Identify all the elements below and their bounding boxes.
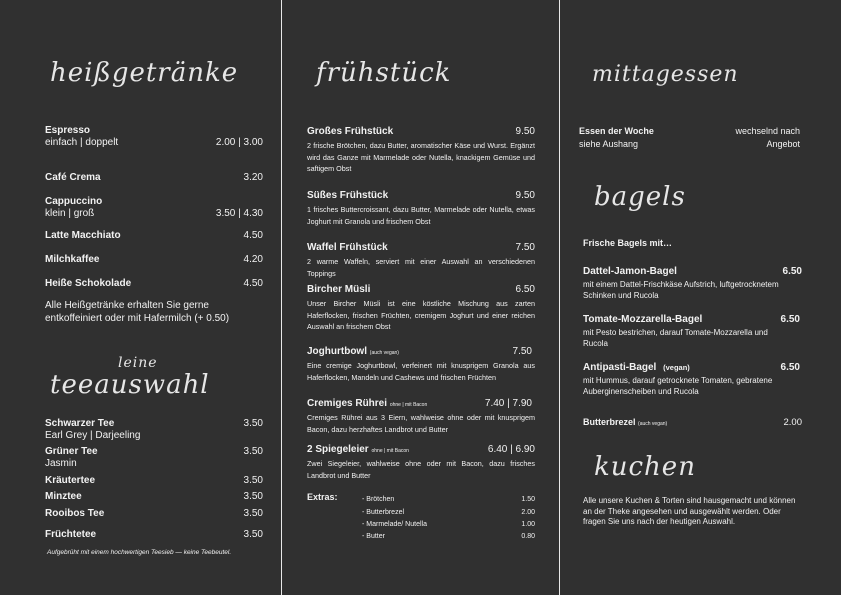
item-name: Antipasti-Bagel bbox=[583, 362, 657, 373]
item-price: 4.50 bbox=[243, 230, 263, 241]
extra-price: 1.50 bbox=[521, 496, 535, 503]
item-name: Großes Frühstück bbox=[307, 126, 394, 137]
item-name: Süßes Frühstück bbox=[307, 190, 389, 201]
extras-label: Extras: bbox=[307, 492, 338, 502]
item-desc: mit Pesto bestrichen, darauf Tomate-Mozzarella und Rucola bbox=[583, 328, 768, 348]
mittag-line2-right: Angebot bbox=[766, 139, 800, 149]
item-price: 3.50 bbox=[243, 508, 263, 519]
item-desc: 2 frische Brötchen, dazu Butter, aromatischer Käse und Wurst. Ergänzt wird das Ganze mit Marmelade oder Nutella, knackigem Gemüse und saftigem Obst bbox=[307, 141, 535, 173]
heading-kuchen: kuchen bbox=[594, 452, 696, 482]
heissgetraenke-note: Alle Heißgetränke erhalten Sie gerne entkoffeiniert oder mit Hafermilch (+ 0.50) bbox=[45, 300, 230, 324]
item-price: 6.40 | 6.90 bbox=[487, 444, 535, 455]
item-name: Latte Macchiato bbox=[45, 230, 121, 241]
heading-mittagessen: mittagessen bbox=[592, 62, 739, 87]
item-price: 3.50 | 4.30 bbox=[215, 208, 263, 219]
item-price: 9.50 bbox=[515, 126, 535, 137]
item-name: Waffel Frühstück bbox=[307, 242, 388, 253]
extra-price: 0.80 bbox=[521, 533, 535, 540]
item-desc: 2 warme Waffeln, serviert mit einer Auswahl an verschiedenen Toppings bbox=[307, 257, 535, 278]
brezel-tag: (auch vegan) bbox=[638, 421, 668, 427]
item-sub: Earl Grey | Darjeeling bbox=[45, 430, 141, 441]
item-price: 4.50 bbox=[243, 278, 263, 289]
item-name: Kräutertee bbox=[45, 475, 96, 486]
item-name: Schwarzer Tee bbox=[45, 418, 115, 429]
item-price: 3.50 bbox=[243, 418, 263, 429]
item-name: Minztee bbox=[45, 491, 82, 502]
item-sub: einfach | doppelt bbox=[45, 137, 119, 148]
extra-price: 2.00 bbox=[521, 509, 535, 516]
item-name: Heiße Schokolade bbox=[45, 278, 132, 289]
extra-price: 1.00 bbox=[521, 521, 535, 528]
mittag-line1-right: wechselnd nach bbox=[735, 126, 800, 136]
brezel-name: Butterbrezel bbox=[583, 417, 636, 427]
mittag-line2-left: siehe Aushang bbox=[579, 139, 639, 149]
heading-teeauswahl: teeauswahl bbox=[50, 370, 210, 400]
item-price: 6.50 bbox=[780, 362, 800, 373]
item-name: 2 Spiegeleier bbox=[307, 444, 369, 455]
brezel-wrap bbox=[583, 417, 667, 427]
item-name-wrap bbox=[307, 444, 409, 455]
heading-tee-small: leine bbox=[118, 355, 158, 371]
item-price: 4.20 bbox=[243, 254, 263, 265]
item-name: Früchtetee bbox=[45, 529, 97, 540]
extra-name: - Butter bbox=[362, 533, 385, 540]
heading-bagels: bagels bbox=[594, 182, 686, 212]
item-sub: Jasmin bbox=[45, 458, 77, 469]
item-tag: (auch vegan) bbox=[369, 350, 399, 356]
item-desc: Zwei Siegeleier, wahlweise ohne oder mit Bacon, dazu frisches Landbrot und Butter bbox=[307, 459, 535, 480]
item-name-wrap bbox=[583, 362, 690, 373]
item-name: Espresso bbox=[45, 125, 91, 136]
column-divider-2 bbox=[559, 0, 560, 595]
item-name: Cappuccino bbox=[45, 196, 103, 207]
item-name: Dattel-Jamon-Bagel bbox=[583, 266, 677, 277]
item-desc: mit Hummus, darauf getrocknete Tomaten, gebratene Auberginenscheiben und Rucola bbox=[583, 376, 773, 396]
item-price: 6.50 bbox=[782, 266, 802, 277]
item-desc: 1 frisches Buttercroissant, dazu Butter, Marmelade oder Nutella, etwas Joghurt mit Granola und frischem Obst bbox=[307, 205, 535, 226]
item-name-wrap bbox=[307, 346, 399, 357]
item-name: Bircher Müsli bbox=[307, 284, 371, 295]
bagels-intro: Frische Bagels mit… bbox=[583, 238, 673, 248]
item-name: Joghurtbowl bbox=[307, 346, 367, 357]
item-price: 3.50 bbox=[243, 446, 263, 457]
kuchen-text: Alle unsere Kuchen & Torten sind hausgemacht und können an der Theke angesehen und ausgewählt werden. Oder fragen Sie uns nach der heutigen Auswahl. bbox=[583, 496, 796, 526]
item-desc: Eine cremige Joghurtbowl, verfeinert mit knusprigem Granola aus Haferflocken, Mandeln und Cashews und frischen Früchten bbox=[307, 361, 535, 382]
tee-note: Aufgebrüht mit einem hochwertigen Teesieb — keine Teebeutel. bbox=[47, 549, 232, 556]
item-name: Milchkaffee bbox=[45, 254, 100, 265]
item-tag: ohne | mit Bacon bbox=[371, 448, 409, 454]
item-price: 7.50 bbox=[515, 242, 535, 253]
extra-name: - Brötchen bbox=[362, 496, 395, 503]
item-name-wrap bbox=[307, 398, 427, 409]
item-tag: ohne | mit Bacon bbox=[389, 402, 428, 408]
item-sub: klein | groß bbox=[45, 208, 95, 219]
item-tag: (vegan) bbox=[663, 363, 690, 372]
column-divider-1 bbox=[281, 0, 282, 595]
extra-name: - Marmelade/ Nutella bbox=[362, 521, 427, 528]
item-price: 3.20 bbox=[243, 172, 263, 183]
item-name: Grüner Tee bbox=[45, 446, 98, 457]
item-name: Cremiges Rührei bbox=[307, 398, 388, 409]
item-price: 3.50 bbox=[243, 491, 263, 502]
item-price: 3.50 bbox=[243, 475, 263, 486]
item-price: 6.50 bbox=[780, 314, 800, 325]
heading-fruehstueck: frühstück bbox=[316, 58, 452, 88]
extra-name: - Butterbrezel bbox=[362, 509, 405, 516]
item-desc: Cremiges Rührei aus 3 Eiern, wahlweise ohne oder mit knusprigem Bacon, dazu herzhaftes Landbrot und Butter bbox=[307, 413, 535, 434]
item-price: 6.50 bbox=[515, 284, 535, 295]
item-price: 7.50 bbox=[512, 346, 532, 357]
item-name: Tomate-Mozzarella-Bagel bbox=[583, 314, 703, 325]
item-name: Café Crema bbox=[45, 172, 101, 183]
item-price: 2.00 | 3.00 bbox=[215, 137, 263, 148]
item-desc: Unser Bircher Müsli ist eine köstliche Mischung aus zarten Haferflocken, frischen Früchten, cremigem Joghurt und einer reichen Auswahl an frischem Obst bbox=[307, 299, 535, 331]
mittag-line1-left: Essen der Woche bbox=[579, 126, 654, 136]
item-price: 9.50 bbox=[515, 190, 535, 201]
item-desc: mit einem Dattel-Frischkäse Aufstrich, luftgetrocknetem Schinken und Rucola bbox=[583, 280, 779, 300]
heading-heissgetraenke: heißgetränke bbox=[50, 58, 239, 88]
brezel-price: 2.00 bbox=[783, 417, 802, 428]
item-price: 7.40 | 7.90 bbox=[484, 398, 532, 409]
item-name: Rooibos Tee bbox=[45, 508, 105, 519]
item-price: 3.50 bbox=[243, 529, 263, 540]
